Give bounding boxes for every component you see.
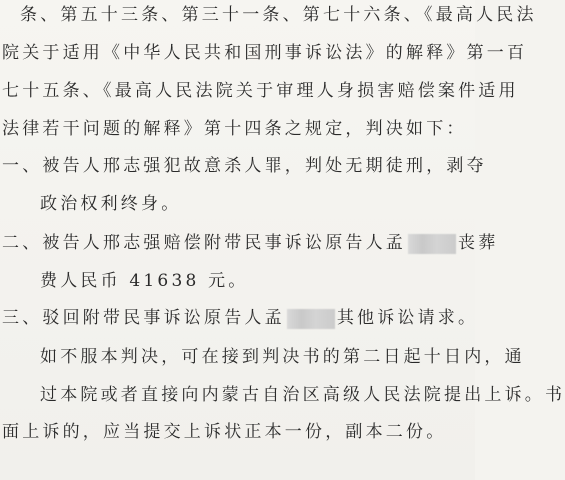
verdict-item-3: [2, 307, 477, 329]
text-line: 七十五条、《最高人民法院关于审理人身损害赔偿案件适用: [2, 81, 519, 101]
text-segment: 三、驳回附带民事诉讼原告人孟: [2, 308, 285, 328]
text-line: 条、第五十三条、第三十一条、第七十六条、《最高人民法: [20, 5, 537, 25]
appeal-notice: 如不服本判决，可在接到判决书的第二日起十日内，通: [40, 347, 525, 367]
redacted-name: [408, 234, 456, 254]
text-line: 法律若干问题的解释》第十四条之规定，判决如下：: [2, 119, 467, 139]
text-line: 费人民币 41638 元。: [40, 271, 249, 291]
verdict-item-2: [2, 232, 499, 254]
text-line: 院关于适用《中华人民共和国刑事诉讼法》的解释》第一百: [2, 43, 528, 63]
text-segment: 二、被告人邢志强赔偿附带民事诉讼原告人孟: [2, 233, 406, 253]
text-segment: 丧葬: [458, 233, 499, 253]
text-segment: 其他诉讼请求。: [336, 308, 479, 328]
verdict-item-1: 一、被告人邢志强犯故意杀人罪，判处无期徒刑，剥夺: [2, 156, 487, 176]
text-line: 面上诉的，应当提交上诉状正本一份，副本二份。: [2, 422, 447, 442]
text-line: 过本院或者直接向内蒙古自治区高级人民法院提出上诉。书: [40, 385, 565, 405]
text-line: 政治权利终身。: [40, 194, 182, 214]
redacted-name: [287, 309, 335, 329]
